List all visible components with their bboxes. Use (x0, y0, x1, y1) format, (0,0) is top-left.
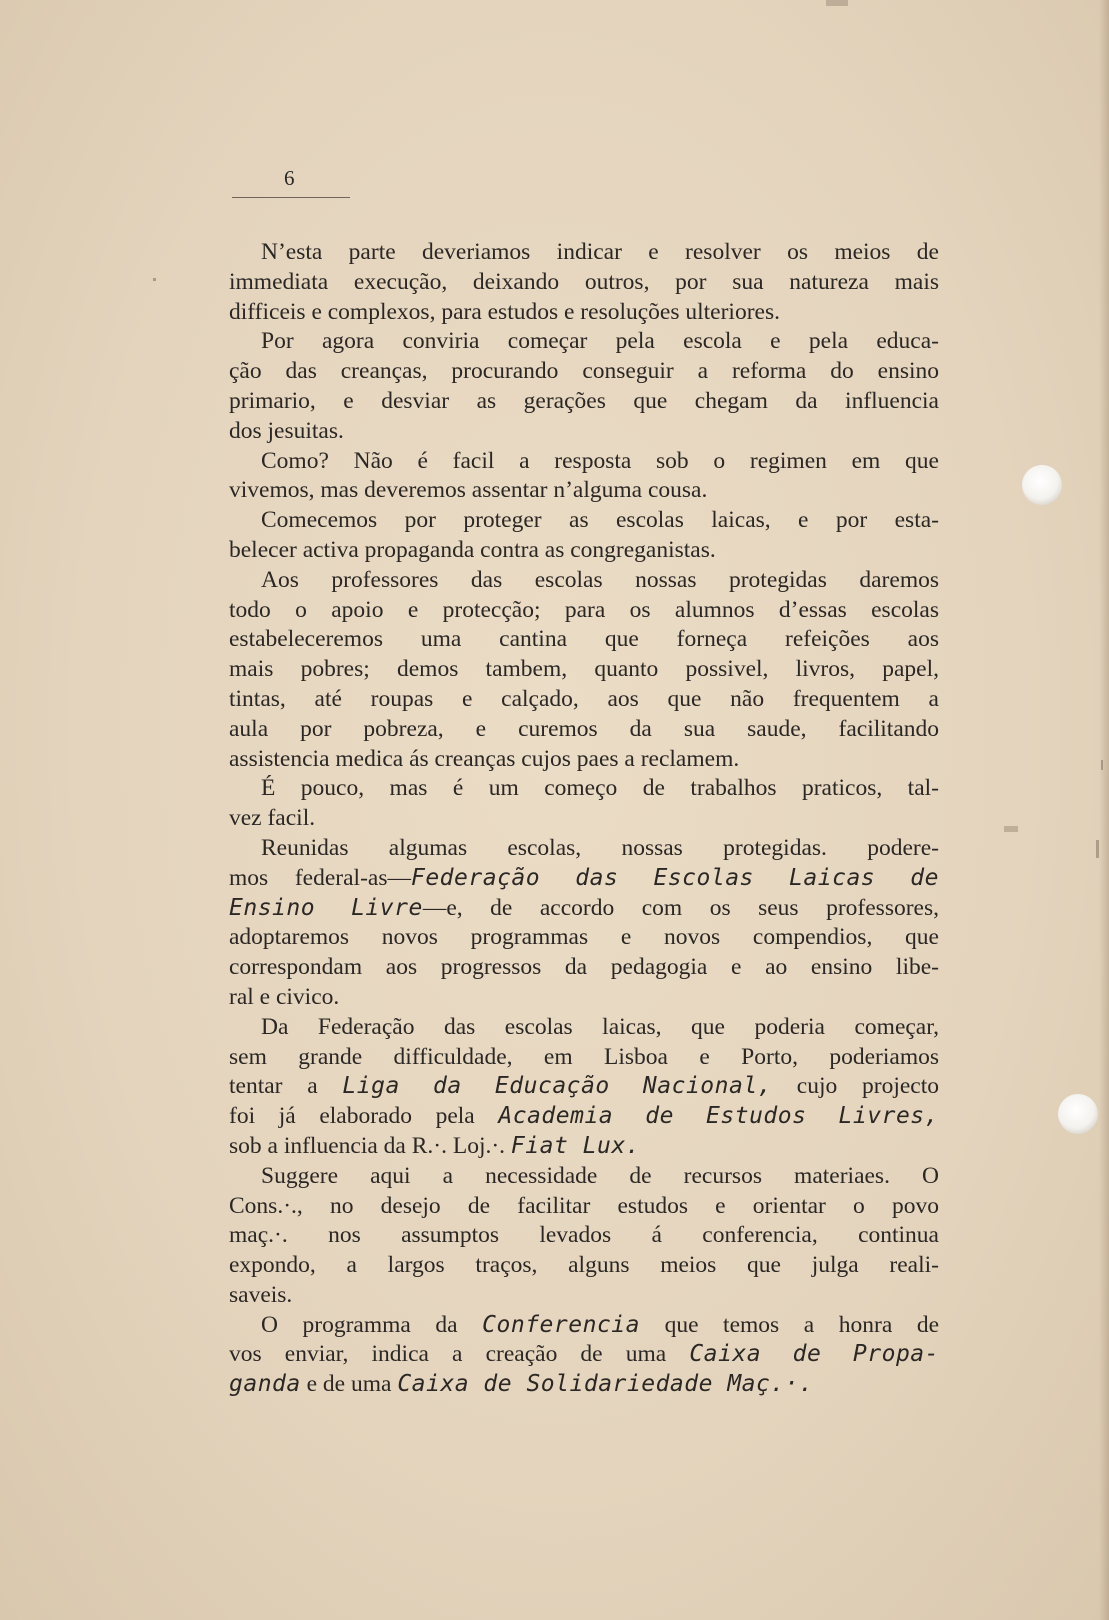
text-line: sob a influencia da R.·. Loj.·. Fiat Lux. (229, 1132, 641, 1159)
binding-hole (1022, 465, 1062, 505)
text-line: maç.·. nos assumptos levados á conferencia, continua (229, 1222, 939, 1249)
italic-title: Ensino Livre (229, 894, 423, 921)
paper-speck (826, 0, 848, 6)
italic-title: Liga da Educação Nacional, (342, 1073, 773, 1100)
text-line: O programma da Conferencia que temos a honra de (261, 1311, 939, 1338)
text-line: mais pobres; demos tambem, quanto possivel, livros, papel, (229, 656, 939, 683)
text-line: Comecemos por proteger as escolas laicas, e por esta- (261, 507, 939, 534)
text-line: saveis. (229, 1281, 293, 1308)
text-line: mos federal-as—Federação das Escolas Laicas de (229, 864, 939, 891)
text-line: ral e civico. (229, 983, 340, 1010)
italic-title: Fiat Lux. (510, 1132, 641, 1159)
italic-title: Caixa de Solidariedade Maç.·. (397, 1371, 814, 1398)
text-line: tentar a Liga da Educação Nacional, cujo projecto (229, 1073, 939, 1100)
text-line: Aos professores das escolas nossas protegidas daremos (261, 566, 939, 593)
text-line: sem grande difficuldade, em Lisboa e Porto, poderiamos (229, 1043, 939, 1070)
text-line: primario, e desviar as gerações que chegam da influencia (229, 387, 939, 414)
italic-title: Federação das Escolas Laicas de (410, 864, 939, 891)
italic-title: Conferencia (482, 1311, 640, 1338)
text-line: aula por pobreza, e curemos da sua saude, facilitando (229, 715, 939, 742)
paper-speck (1101, 760, 1103, 770)
text-line: vivemos, mas deveremos assentar n’alguma cousa. (229, 477, 708, 504)
text-line: foi já elaborado pela Academia de Estudos Livres, (229, 1103, 939, 1130)
text-line: Cons.·., no desejo de facilitar estudos e orientar o povo (229, 1192, 939, 1219)
page-number: 6 (284, 166, 296, 190)
paper-speck (153, 278, 156, 281)
text-line: expondo, a largos traços, alguns meios que julga reali- (229, 1252, 939, 1279)
text-line: ção das creanças, procurando conseguir a reforma do ensino (229, 358, 939, 385)
text-line: difficeis e complexos, para estudos e resoluções ulteriores. (229, 298, 780, 325)
text-line: Por agora conviria começar pela escola e pela educa- (261, 328, 939, 355)
text-line: Como? Não é facil a resposta sob o regimen em que (261, 447, 939, 474)
text-line: É pouco, mas é um começo de trabalhos praticos, tal- (261, 775, 939, 802)
text-line: vos enviar, indica a creação de uma Caixa de Propa- (229, 1341, 939, 1368)
text-line: Reunidas algumas escolas, nossas protegidas. podere- (261, 834, 939, 861)
text-line: tintas, até roupas e calçado, aos que não frequentem a (229, 685, 939, 712)
body-text (229, 238, 939, 1400)
text-line: immediata execução, deixando outros, por sua natureza mais (229, 268, 939, 295)
page-edge-shadow (1099, 0, 1109, 1620)
text-line: assistencia medica ás creanças cujos paes a reclamem. (229, 745, 740, 772)
text-line: N’esta parte deveriamos indicar e resolver os meios de (261, 239, 939, 265)
paper-speck (1096, 840, 1099, 858)
text-line: Suggere aqui a necessidade de recursos materiaes. O (261, 1162, 939, 1189)
text-line: belecer activa propaganda contra as congreganistas. (229, 536, 716, 563)
text-line: estabeleceremos uma cantina que forneça refeições aos (229, 626, 939, 653)
text-line: correspondam aos progressos da pedagogia e ao ensino libe- (229, 954, 939, 981)
binding-hole (1058, 1094, 1098, 1134)
italic-title: ganda (229, 1371, 301, 1398)
paper-speck (1004, 826, 1018, 832)
text-line: Ensino Livre—e, de accordo com os seus professores, (229, 894, 939, 921)
text-line: todo o apoio e protecção; para os alumnos d’essas escolas (229, 596, 939, 623)
text-line: dos jesuitas. (229, 417, 344, 444)
italic-title: Caixa de Propa- (689, 1341, 939, 1368)
text-line: ganda e de uma Caixa de Solidariedade Maç.·. (229, 1371, 814, 1398)
text-line: adoptaremos novos programmas e novos compendios, que (229, 924, 939, 951)
page-number-rule (232, 197, 350, 198)
italic-title: Academia de Estudos Livres, (498, 1103, 939, 1130)
text-line: vez facil. (229, 805, 316, 832)
text-line: Da Federação das escolas laicas, que poderia começar, (261, 1013, 939, 1040)
